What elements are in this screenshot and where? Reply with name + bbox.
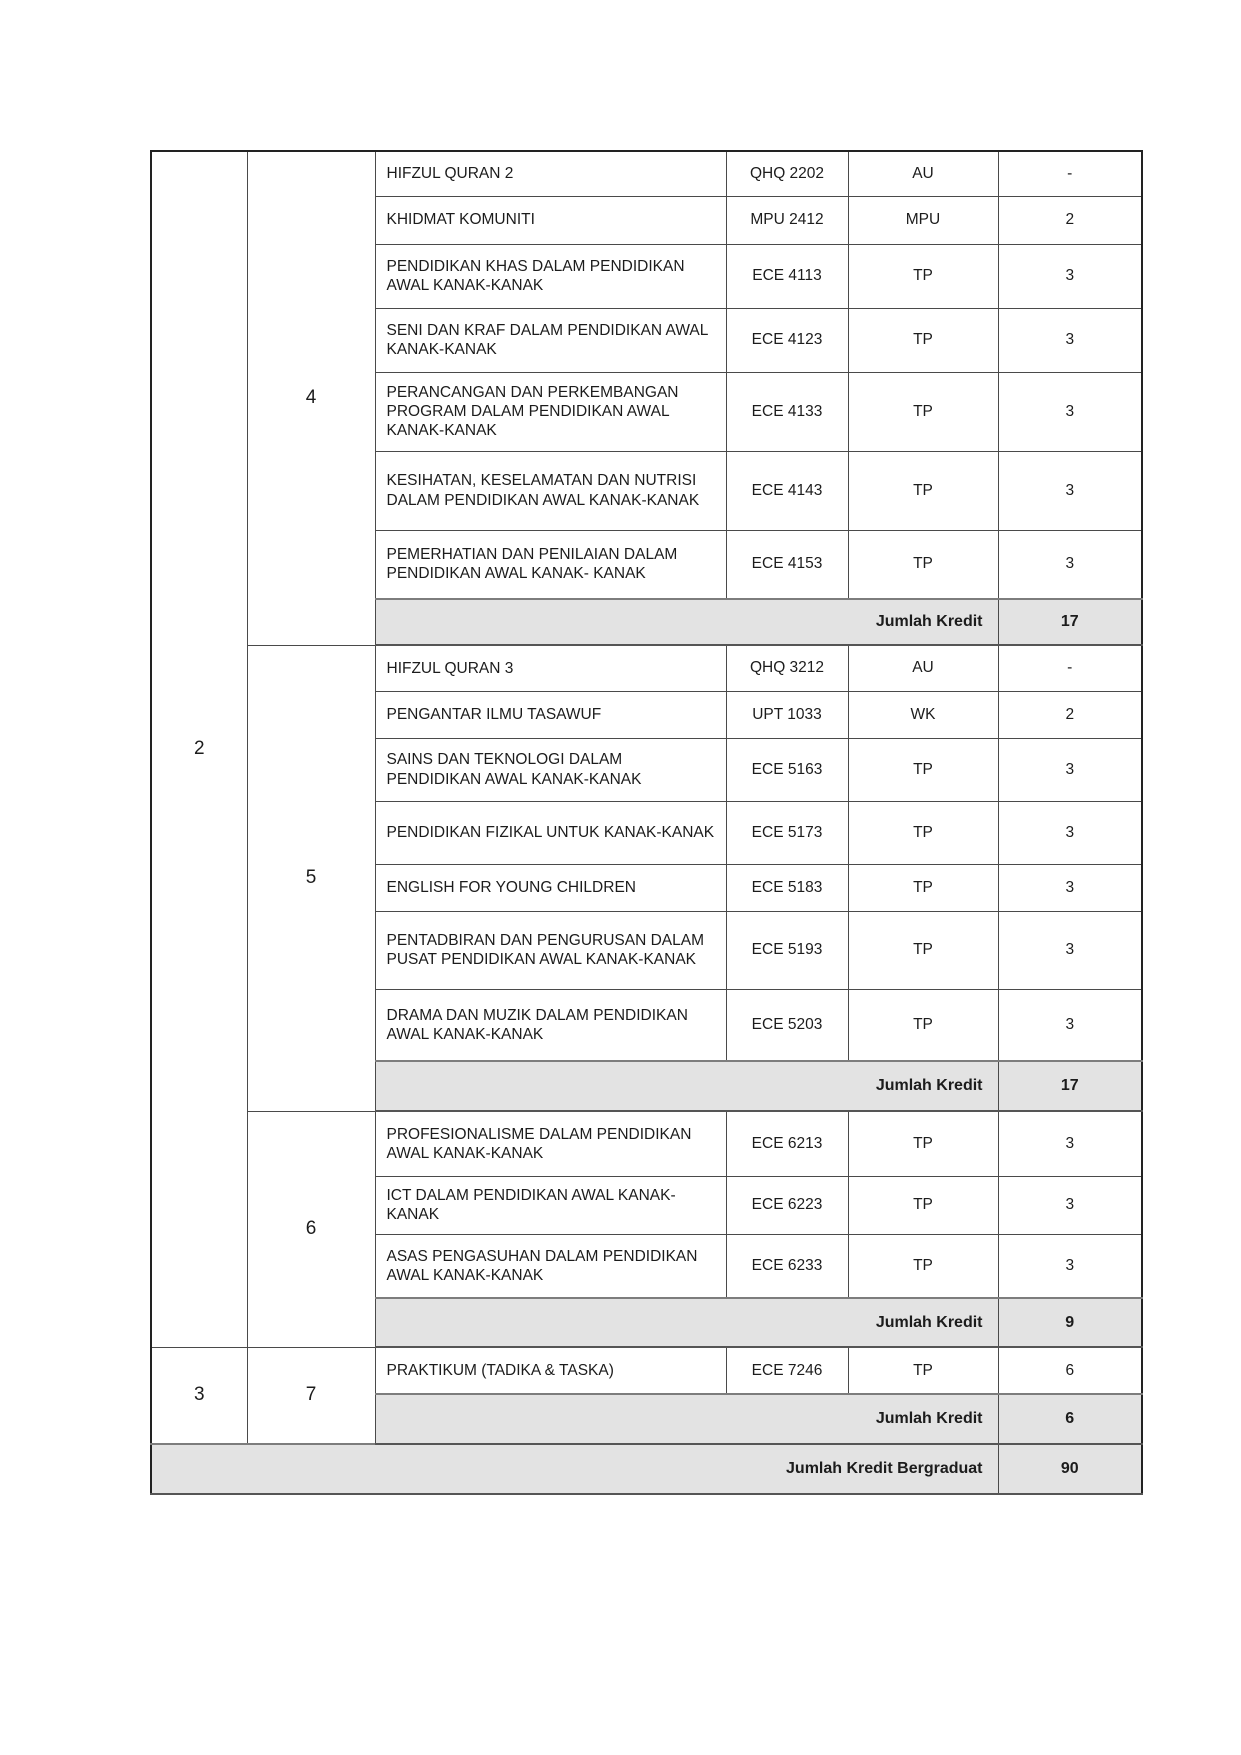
course-name-cell: PROFESIONALISME DALAM PENDIDIKAN AWAL KANAK-KANAK bbox=[375, 1111, 726, 1176]
course-code-cell: ECE 6233 bbox=[726, 1234, 848, 1298]
course-type-cell: TP bbox=[848, 1347, 998, 1394]
course-type-cell: MPU bbox=[848, 196, 998, 244]
course-code-cell: QHQ 3212 bbox=[726, 645, 848, 691]
course-type-cell: TP bbox=[848, 244, 998, 308]
table-row bbox=[151, 151, 1142, 196]
subtotal-label: Jumlah Kredit bbox=[375, 1298, 998, 1347]
course-code-cell: ECE 5173 bbox=[726, 801, 848, 864]
course-name-cell: HIFZUL QURAN 3 bbox=[375, 645, 726, 691]
course-name-cell: ICT DALAM PENDIDIKAN AWAL KANAK-KANAK bbox=[375, 1176, 726, 1234]
course-name-cell: KESIHATAN, KESELAMATAN DAN NUTRISI DALAM PENDIDIKAN AWAL KANAK-KANAK bbox=[375, 451, 726, 530]
semester-cell: 6 bbox=[247, 1111, 375, 1347]
course-code-cell: ECE 4123 bbox=[726, 308, 848, 372]
course-credit-cell: 3 bbox=[998, 738, 1142, 801]
grand-total-label: Jumlah Kredit Bergraduat bbox=[151, 1444, 998, 1494]
course-credit-cell: 3 bbox=[998, 911, 1142, 989]
course-name-cell: ASAS PENGASUHAN DALAM PENDIDIKAN AWAL KANAK-KANAK bbox=[375, 1234, 726, 1298]
course-type-cell: TP bbox=[848, 864, 998, 911]
course-type-cell: AU bbox=[848, 151, 998, 196]
course-type-cell: TP bbox=[848, 1111, 998, 1176]
course-type-cell: TP bbox=[848, 1176, 998, 1234]
subtotal-label: Jumlah Kredit bbox=[375, 1061, 998, 1111]
course-code-cell: ECE 5163 bbox=[726, 738, 848, 801]
course-name-cell: KHIDMAT KOMUNITI bbox=[375, 196, 726, 244]
course-credit-cell: 3 bbox=[998, 1176, 1142, 1234]
subtotal-value: 6 bbox=[998, 1394, 1142, 1444]
course-code-cell: ECE 4143 bbox=[726, 451, 848, 530]
course-credit-cell: 3 bbox=[998, 1111, 1142, 1176]
course-name-cell: PERANCANGAN DAN PERKEMBANGAN PROGRAM DALAM PENDIDIKAN AWAL KANAK-KANAK bbox=[375, 372, 726, 451]
course-name-cell: PENTADBIRAN DAN PENGURUSAN DALAM PUSAT PENDIDIKAN AWAL KANAK-KANAK bbox=[375, 911, 726, 989]
grand-total-row bbox=[151, 1444, 1142, 1494]
course-credit-cell: 3 bbox=[998, 1234, 1142, 1298]
course-credit-cell: 3 bbox=[998, 530, 1142, 599]
course-credit-cell: - bbox=[998, 151, 1142, 196]
year-cell: 2 bbox=[151, 151, 247, 1347]
course-credit-cell: 3 bbox=[998, 308, 1142, 372]
grand-total-value: 90 bbox=[998, 1444, 1142, 1494]
semester-cell: 7 bbox=[247, 1347, 375, 1444]
course-code-cell: MPU 2412 bbox=[726, 196, 848, 244]
course-type-cell: TP bbox=[848, 911, 998, 989]
course-code-cell: ECE 5203 bbox=[726, 989, 848, 1061]
course-credit-cell: 2 bbox=[998, 196, 1142, 244]
subtotal-label: Jumlah Kredit bbox=[375, 1394, 998, 1444]
course-code-cell: ECE 4113 bbox=[726, 244, 848, 308]
course-code-cell: ECE 4153 bbox=[726, 530, 848, 599]
course-credit-cell: 3 bbox=[998, 244, 1142, 308]
course-code-cell: QHQ 2202 bbox=[726, 151, 848, 196]
course-type-cell: TP bbox=[848, 451, 998, 530]
course-type-cell: TP bbox=[848, 801, 998, 864]
course-credit-cell: - bbox=[998, 645, 1142, 691]
course-credit-cell: 3 bbox=[998, 451, 1142, 530]
table-row bbox=[151, 1347, 1142, 1394]
course-name-cell: DRAMA DAN MUZIK DALAM PENDIDIKAN AWAL KANAK-KANAK bbox=[375, 989, 726, 1061]
course-name-cell: PRAKTIKUM (TADIKA & TASKA) bbox=[375, 1347, 726, 1394]
semester-cell: 5 bbox=[247, 645, 375, 1111]
course-credit-cell: 3 bbox=[998, 864, 1142, 911]
course-name-cell: SENI DAN KRAF DALAM PENDIDIKAN AWAL KANAK-KANAK bbox=[375, 308, 726, 372]
course-code-cell: UPT 1033 bbox=[726, 691, 848, 738]
course-code-cell: ECE 6213 bbox=[726, 1111, 848, 1176]
course-type-cell: AU bbox=[848, 645, 998, 691]
course-type-cell: TP bbox=[848, 989, 998, 1061]
course-name-cell: PENDIDIKAN KHAS DALAM PENDIDIKAN AWAL KANAK-KANAK bbox=[375, 244, 726, 308]
course-credit-cell: 3 bbox=[998, 989, 1142, 1061]
course-code-cell: ECE 5183 bbox=[726, 864, 848, 911]
table-row bbox=[151, 645, 1142, 691]
semester-cell: 4 bbox=[247, 151, 375, 645]
course-credit-cell: 3 bbox=[998, 372, 1142, 451]
table-row bbox=[151, 1111, 1142, 1176]
course-code-cell: ECE 4133 bbox=[726, 372, 848, 451]
year-cell: 3 bbox=[151, 1347, 247, 1444]
course-credit-cell: 6 bbox=[998, 1347, 1142, 1394]
course-type-cell: TP bbox=[848, 1234, 998, 1298]
subtotal-value: 17 bbox=[998, 1061, 1142, 1111]
curriculum-table bbox=[150, 150, 1143, 1495]
course-name-cell: PENGANTAR ILMU TASAWUF bbox=[375, 691, 726, 738]
course-name-cell: HIFZUL QURAN 2 bbox=[375, 151, 726, 196]
course-credit-cell: 3 bbox=[998, 801, 1142, 864]
course-credit-cell: 2 bbox=[998, 691, 1142, 738]
course-code-cell: ECE 5193 bbox=[726, 911, 848, 989]
course-type-cell: TP bbox=[848, 372, 998, 451]
course-name-cell: PEMERHATIAN DAN PENILAIAN DALAM PENDIDIKAN AWAL KANAK- KANAK bbox=[375, 530, 726, 599]
course-code-cell: ECE 6223 bbox=[726, 1176, 848, 1234]
course-code-cell: ECE 7246 bbox=[726, 1347, 848, 1394]
course-type-cell: TP bbox=[848, 530, 998, 599]
course-name-cell: ENGLISH FOR YOUNG CHILDREN bbox=[375, 864, 726, 911]
course-type-cell: TP bbox=[848, 738, 998, 801]
course-type-cell: TP bbox=[848, 308, 998, 372]
subtotal-label: Jumlah Kredit bbox=[375, 599, 998, 645]
subtotal-value: 9 bbox=[998, 1298, 1142, 1347]
course-name-cell: SAINS DAN TEKNOLOGI DALAM PENDIDIKAN AWAL KANAK-KANAK bbox=[375, 738, 726, 801]
subtotal-value: 17 bbox=[998, 599, 1142, 645]
course-name-cell: PENDIDIKAN FIZIKAL UNTUK KANAK-KANAK bbox=[375, 801, 726, 864]
course-type-cell: WK bbox=[848, 691, 998, 738]
